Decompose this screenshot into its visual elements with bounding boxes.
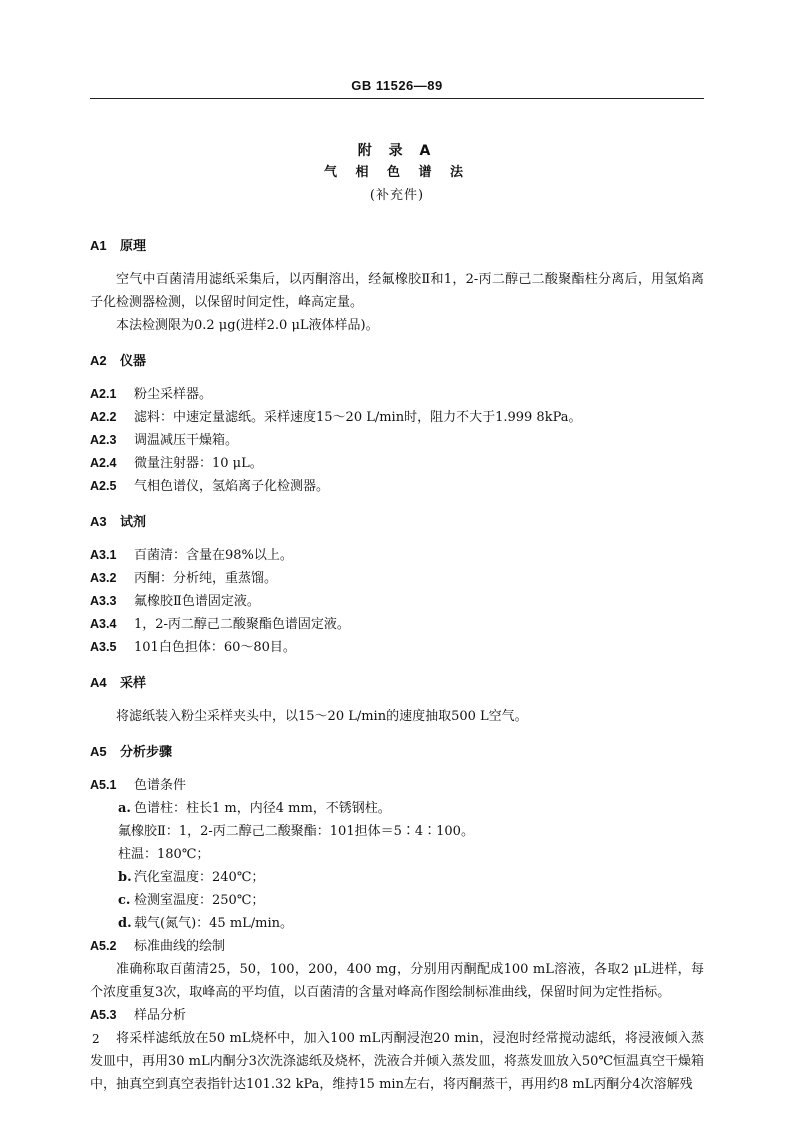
section-number: A2: [90, 353, 107, 368]
section-number: A1: [90, 238, 107, 253]
item-label: a.: [118, 801, 131, 816]
condition-line: 氟橡胶Ⅱ：1，2-丙二醇己二酸聚酯：101担体＝5∶4∶100。: [118, 824, 474, 839]
section-number: A4: [90, 675, 107, 690]
section-heading-a4: [90, 671, 704, 695]
item-number: A5.1: [90, 778, 117, 792]
condition-line: 柱温：180℃；: [118, 847, 210, 862]
list-item: [90, 590, 704, 613]
condition-item: [118, 912, 704, 935]
item-text: 气相色谱仪，氢焰离子化检测器。: [134, 479, 330, 494]
item-number: A3.3: [90, 594, 117, 608]
item-text: 丙酮：分析纯，重蒸馏。: [134, 571, 278, 586]
list-item: [90, 613, 704, 636]
item-text: 氟橡胶Ⅱ色谱固定液。: [134, 594, 260, 609]
item-text: 汽化室温度：240℃；: [134, 870, 265, 885]
item-text: 滤料：中速定量滤纸。采样速度15～20 L/min时，阻力不大于1.999 8kPa。: [134, 410, 582, 425]
section-number: A3: [90, 514, 107, 529]
document-header: GB 11526—89: [351, 78, 443, 93]
item-number: A3.1: [90, 548, 117, 562]
item-label: c.: [118, 893, 131, 908]
section-title: 仪器: [120, 354, 147, 369]
section-title: 分析步骤: [120, 745, 173, 760]
paragraph: 准确称取百菌清25，50，100，200，400 mg，分别用丙酮配成100 mL溶液，各取2 μL进样，每个浓度重复3次，取峰高的平均值，以百菌清的含量对峰高作图绘制标准曲线，保留时间为定性指标。: [90, 962, 704, 1000]
method-title: 气 相 色 谱 法: [323, 165, 471, 180]
document-body: [90, 234, 704, 1096]
section-title: 原理: [120, 239, 147, 254]
item-text: 载气(氮气)：45 mL/min。: [134, 916, 294, 931]
item-text: 色谱条件: [134, 778, 187, 793]
item-text: 101白色担体：60～80目。: [134, 640, 296, 655]
item-number: A2.2: [90, 410, 117, 424]
item-number: A5.2: [90, 939, 117, 953]
item-number: A5.3: [90, 1008, 117, 1022]
item-text: 样品分析: [134, 1008, 187, 1023]
item-number: A2.3: [90, 433, 117, 447]
item-text: 标准曲线的绘制: [134, 939, 226, 954]
condition-item: [118, 889, 704, 912]
item-number: A3.2: [90, 571, 117, 585]
list-item: [90, 452, 704, 475]
item-number: A2.5: [90, 479, 117, 493]
supplement-note: (补充件): [369, 188, 425, 203]
condition-item: [118, 866, 704, 889]
item-text: 色谱柱：柱长1 m，内径4 mm，不锈钢柱。: [134, 801, 391, 816]
list-item: [90, 567, 704, 590]
list-item: [90, 406, 704, 429]
item-label: b.: [118, 870, 132, 885]
subsection-heading: [90, 935, 704, 958]
section-title: 试剂: [120, 515, 147, 530]
item-number: A3.4: [90, 617, 117, 631]
condition-item: [118, 797, 704, 820]
item-text: 调温减压干燥箱。: [134, 433, 239, 448]
item-number: A2.4: [90, 456, 117, 470]
item-text: 粉尘采样器。: [134, 387, 213, 402]
paragraph: 将滤纸装入粉尘采样夹头中，以15～20 L/min的速度抽取500 L空气。: [116, 709, 528, 724]
item-number: A2.1: [90, 387, 117, 401]
paragraph: 空气中百菌清用滤纸采集后，以丙酮溶出，经氟橡胶Ⅱ和1，2-丙二醇己二酸聚酯柱分离后，用氢焰离子化检测器检测，以保留时间定性，峰高定量。: [90, 272, 704, 310]
section-heading-a3: [90, 510, 704, 534]
item-number: A3.5: [90, 640, 117, 654]
paragraph: 将采样滤纸放在50 mL烧杯中，加入100 mL丙酮浸泡20 min，浸泡时经常搅动滤纸，将浸液倾入蒸发皿中，再用30 mL内酮分3次洗涤滤纸及烧杯，洗液合并倾入蒸发皿，将蒸发皿放入50℃恒温真空干燥箱中，抽真空到真空表指针达101.32 kPa，维持15 min左右，将丙酮蒸干，再用约8 mL丙酮分4次溶解残: [90, 1031, 704, 1092]
page-number: 2: [92, 1032, 100, 1046]
item-text: 1，2-丙二醇己二酸聚酯色谱固定液。: [134, 617, 350, 632]
list-item: [90, 544, 704, 567]
appendix-title: 附 录 A: [357, 143, 437, 159]
section-number: A5: [90, 744, 107, 759]
item-label: d.: [118, 916, 132, 931]
paragraph: 本法检测限为0.2 μg(进样2.0 μL液体样品)。: [116, 318, 379, 333]
subsection-heading: [90, 1004, 704, 1027]
header-rule: [90, 98, 704, 99]
section-heading-a1: [90, 234, 704, 258]
subsection-heading: [90, 774, 704, 797]
section-title: 采样: [120, 676, 147, 691]
list-item: [90, 636, 704, 659]
item-text: 微量注射器：10 μL。: [134, 456, 263, 471]
section-heading-a2: [90, 349, 704, 373]
section-heading-a5: [90, 740, 704, 764]
list-item: [90, 475, 704, 498]
list-item: [90, 429, 704, 452]
item-text: 检测室温度：250℃；: [134, 893, 265, 908]
list-item: [90, 383, 704, 406]
item-text: 百菌清：含量在98%以上。: [134, 548, 293, 563]
